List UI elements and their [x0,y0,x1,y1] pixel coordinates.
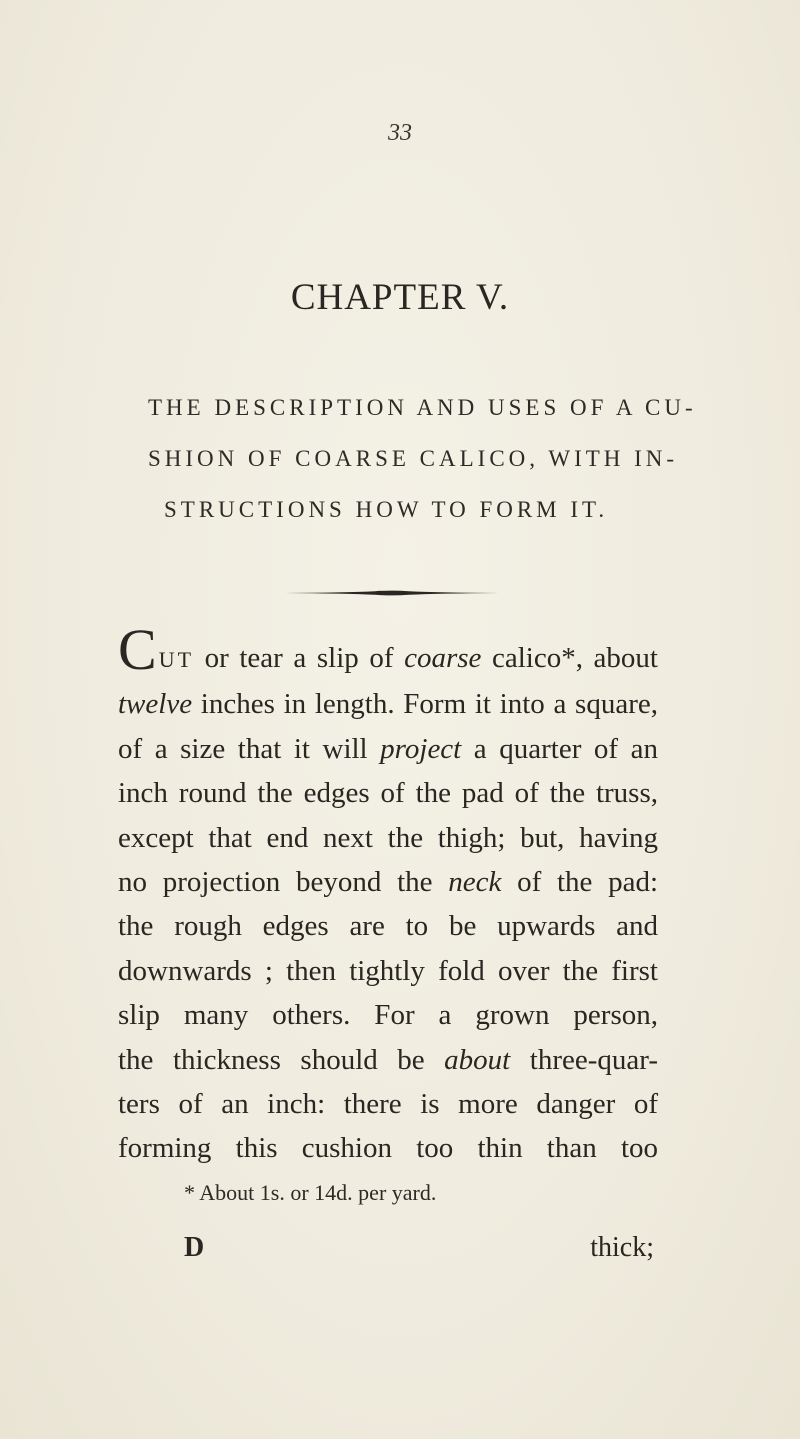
text-line [118,617,658,682]
text-line: forming this cushion too thin than too [118,1132,658,1165]
chapter-heading-line: SHION OF COARSE CALICO, WITH IN- [148,446,679,471]
small-caps-text: UT [158,647,195,672]
text-line [118,860,658,904]
text-run: the thickness should be [118,1043,445,1076]
page-number: 33 [388,120,412,146]
italic-text: project [380,732,462,765]
text-line [118,682,658,726]
text-run: no projection beyond the [118,866,449,899]
signature-mark: D [184,1232,205,1263]
drop-cap: C [118,617,157,682]
text-run: of the pad: [501,866,659,899]
text-line: slip many others. For a grown person, [118,999,658,1032]
text-line: ters of an inch: there is more danger of [118,1088,658,1121]
chapter-title: CHAPTER V. [290,277,510,318]
text-line: inch round the edges of the pad of the truss, [118,777,658,810]
italic-text: coarse [404,642,482,674]
text-line: the rough edges are to be upwards and [118,910,658,943]
text-line [118,1038,658,1082]
italic-text: neck [448,866,502,899]
body-paragraph [118,617,659,1171]
italic-text: twelve [118,688,193,721]
text-run: a quarter of an [461,732,658,765]
text-line: downwards ; then tightly fold over the first [118,954,658,987]
chapter-heading-line: THE DESCRIPTION AND USES OF A CU- [148,395,697,420]
ornamental-rule [285,590,499,596]
text-run: or tear a slip of [194,642,405,674]
text-run: calico*, about [481,642,658,674]
text-run: three-quar- [510,1043,658,1076]
chapter-heading [148,382,708,535]
catchline [184,1232,654,1264]
text-line [118,727,658,771]
text-run: of a size that it will [118,732,381,765]
text-run: inches in length. Form it into a square, [192,688,658,721]
footnote: * About 1s. or 14d. per yard. [184,1180,437,1205]
italic-text: about [444,1043,511,1076]
chapter-heading-line: STRUCTIONS HOW TO FORM IT. [164,497,609,522]
text-line: except that end next the thigh; but, having [118,821,658,854]
catchword: thick; [590,1232,654,1263]
